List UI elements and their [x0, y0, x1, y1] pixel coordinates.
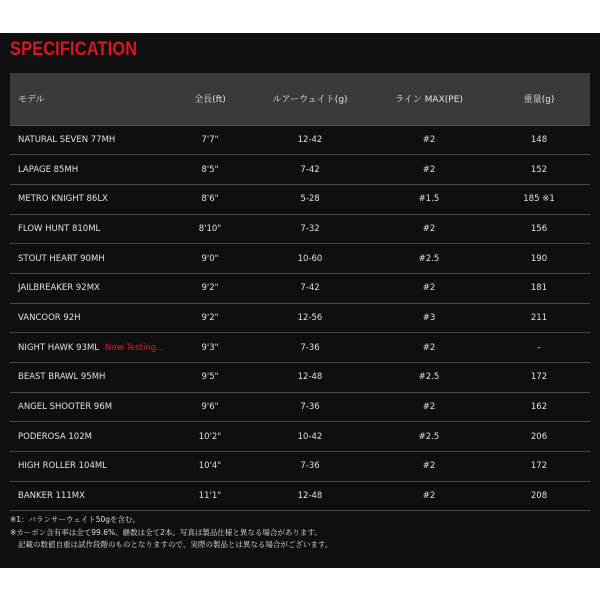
cell-length: 9'2" — [170, 303, 250, 333]
cell-lure-weight: 10-42 — [250, 422, 370, 452]
cell-length: 9'0" — [170, 244, 250, 274]
cell-model — [10, 333, 170, 363]
footnote-2: ※カーボン含有率は全て99.6%、継数は全て2本。写真は製品仕様と異なる場合があります。 — [10, 527, 322, 537]
cell-line: #2 — [370, 125, 488, 155]
model-name: NIGHT HAWK 93ML — [18, 342, 100, 353]
cell-weight: 190 — [488, 244, 590, 274]
cell-length: 11'1" — [170, 481, 250, 511]
cell-line: #2 — [370, 333, 488, 363]
model-name: BEAST BRAWL 95MH — [18, 372, 106, 383]
model-name: LAPAGE 85MH — [18, 164, 79, 175]
footnote-3: 記載の数値自重は試作段階のものとなりますので、実際の製品とは異なる場合がございます。 — [18, 540, 333, 549]
model-name: METRO KNIGHT 86LX — [18, 194, 108, 205]
cell-length: 9'2" — [170, 273, 250, 303]
table-row — [10, 363, 590, 393]
cell-weight: - — [488, 333, 590, 363]
spec-table — [10, 73, 590, 511]
cell-weight: 208 — [488, 481, 590, 511]
cell-line: #2.5 — [370, 244, 488, 274]
table-row — [10, 184, 590, 214]
cell-length: 8'5" — [170, 155, 250, 185]
table-row — [10, 273, 590, 303]
cell-length: 10'2" — [170, 422, 250, 452]
cell-lure-weight: 10-60 — [250, 244, 370, 274]
model-name: FLOW HUNT 810ML — [18, 223, 101, 234]
cell-lure-weight: 12-42 — [250, 125, 370, 155]
model-name: PODEROSA 102M — [18, 431, 92, 442]
cell-length: 8'6" — [170, 184, 250, 214]
model-name: STOUT HEART 90MH — [18, 253, 105, 264]
cell-weight: 152 — [488, 155, 590, 185]
col-header-model: モデル — [10, 73, 170, 125]
cell-model — [10, 125, 170, 155]
cell-weight: 185 ※1 — [488, 184, 590, 214]
footnotes — [10, 514, 590, 552]
cell-model — [10, 363, 170, 393]
table-row — [10, 392, 590, 422]
footnote-1: ※1：バランサーウェイト50gを含む。 — [10, 515, 141, 524]
cell-line: #2.5 — [370, 422, 488, 452]
table-row — [10, 481, 590, 511]
table-row — [10, 155, 590, 185]
cell-line: #2 — [370, 214, 488, 244]
model-name: VANCOOR 92H — [18, 312, 81, 323]
col-header-length: 全長(ft) — [170, 73, 250, 125]
cell-lure-weight: 12-56 — [250, 303, 370, 333]
table-row — [10, 422, 590, 452]
table-row — [10, 333, 590, 363]
model-name: JAILBREAKER 92MX — [18, 283, 100, 294]
cell-lure-weight: 7-42 — [250, 155, 370, 185]
cell-model — [10, 155, 170, 185]
col-header-line: ライン MAX(PE) — [370, 73, 488, 125]
cell-lure-weight: 7-42 — [250, 273, 370, 303]
cell-model — [10, 244, 170, 274]
cell-weight: 162 — [488, 392, 590, 422]
cell-length: 9'3" — [170, 333, 250, 363]
col-header-lure-weight: ルアーウェイト(g) — [250, 73, 370, 125]
cell-line: #2 — [370, 452, 488, 482]
cell-line: #1.5 — [370, 184, 488, 214]
cell-line: #2 — [370, 273, 488, 303]
cell-weight: 181 — [488, 273, 590, 303]
cell-line: #2.5 — [370, 363, 488, 393]
cell-model — [10, 452, 170, 482]
cell-weight: 206 — [488, 422, 590, 452]
cell-weight: 156 — [488, 214, 590, 244]
cell-line: #3 — [370, 303, 488, 333]
spec-panel — [0, 33, 600, 568]
cell-lure-weight: 5-28 — [250, 184, 370, 214]
cell-length: 10'4" — [170, 452, 250, 482]
model-name: ANGEL SHOOTER 96M — [18, 402, 113, 413]
table-header-row — [10, 73, 590, 125]
table-row — [10, 303, 590, 333]
model-name: BANKER 111MX — [18, 491, 85, 502]
cell-model — [10, 481, 170, 511]
cell-lure-weight: 7-32 — [250, 214, 370, 244]
cell-lure-weight: 12-48 — [250, 363, 370, 393]
model-name: HIGH ROLLER 104ML — [18, 461, 107, 472]
cell-line: #2 — [370, 481, 488, 511]
cell-model — [10, 273, 170, 303]
cell-model — [10, 392, 170, 422]
cell-weight: 211 — [488, 303, 590, 333]
table-row — [10, 214, 590, 244]
cell-model — [10, 422, 170, 452]
spec-title: SPECIFICATION — [10, 39, 138, 60]
cell-length: 9'5" — [170, 363, 250, 393]
cell-lure-weight: 12-48 — [250, 481, 370, 511]
model-name: NATURAL SEVEN 77MH — [18, 134, 116, 145]
cell-line: #2 — [370, 155, 488, 185]
col-header-weight: 重量(g) — [488, 73, 590, 125]
cell-length: 9'6" — [170, 392, 250, 422]
cell-weight: 172 — [488, 452, 590, 482]
table-row — [10, 452, 590, 482]
table-row — [10, 244, 590, 274]
table-row — [10, 125, 590, 155]
cell-length: 8'10" — [170, 214, 250, 244]
testing-badge: Now Testing... — [105, 342, 165, 353]
cell-lure-weight: 7-36 — [250, 452, 370, 482]
cell-model — [10, 303, 170, 333]
cell-lure-weight: 7-36 — [250, 392, 370, 422]
cell-model — [10, 214, 170, 244]
cell-length: 7'7" — [170, 125, 250, 155]
cell-weight: 148 — [488, 125, 590, 155]
cell-line: #2 — [370, 392, 488, 422]
cell-lure-weight: 7-36 — [250, 333, 370, 363]
cell-model — [10, 184, 170, 214]
cell-weight: 172 — [488, 363, 590, 393]
